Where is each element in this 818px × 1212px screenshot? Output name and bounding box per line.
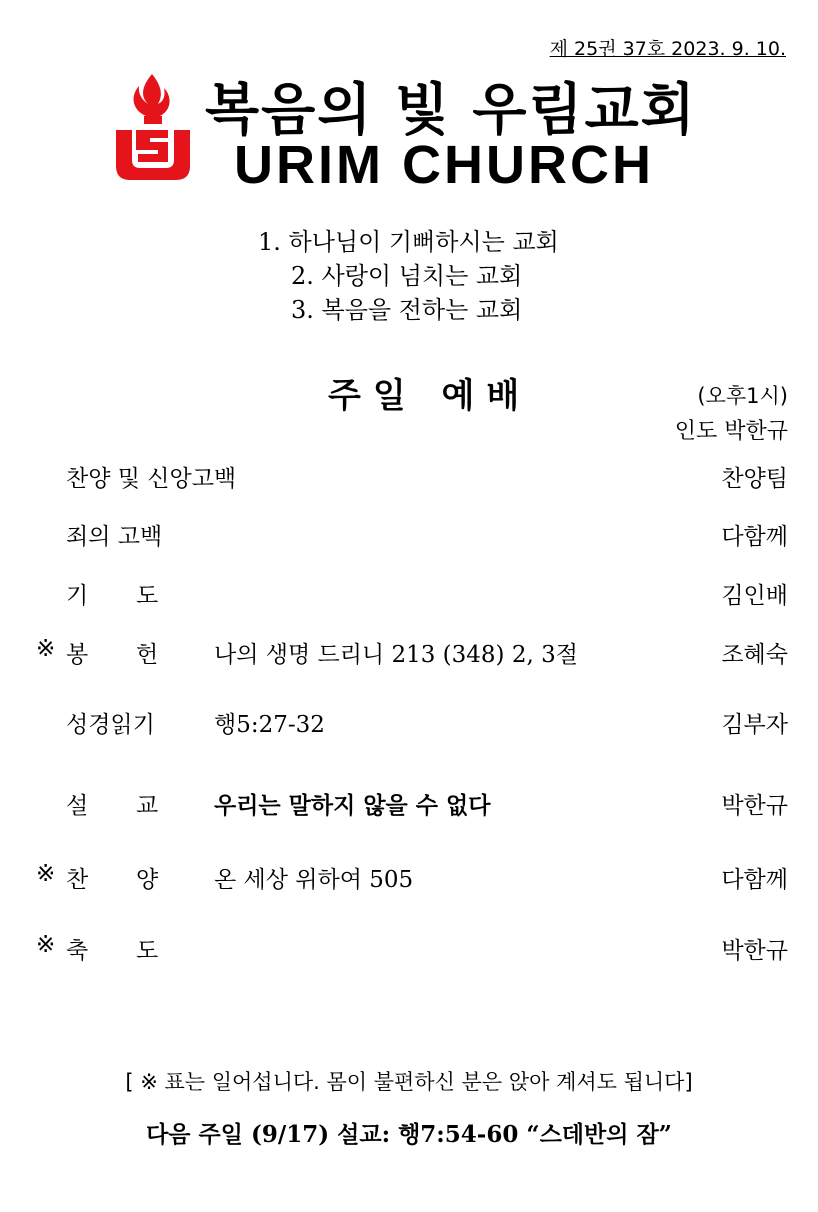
order-item: 기 [66, 583, 89, 609]
service-time: (오후1시) [697, 384, 788, 408]
order-item: 도 [136, 938, 159, 964]
order-row-scripture [0, 706, 818, 746]
order-person: 다함께 [721, 524, 788, 550]
standing-mark: ※ [36, 861, 56, 887]
order-item: 교 [136, 793, 159, 819]
service-leader: 인도 박한규 [674, 419, 788, 444]
order-person: 박한규 [721, 793, 788, 819]
motto-line: 1. 하나님이 기뻐하시는 교회 [258, 228, 559, 256]
order-item: 축 [66, 938, 89, 964]
next-sermon: 다음 주일 (9/17) 설교: 행7:54-60 “스데반의 잠” [146, 1121, 672, 1148]
order-person: 조혜숙 [721, 642, 788, 668]
order-content: 우리는 말하지 않을 수 없다 [214, 793, 491, 819]
order-row-praise [0, 460, 818, 500]
order-person: 박한규 [721, 938, 788, 964]
order-row-sermon [0, 787, 818, 827]
order-row-prayer [0, 577, 818, 617]
church-title-english: URIM CHURCH [234, 135, 654, 195]
order-item: 찬양 및 신앙고백 [66, 466, 237, 492]
order-item: 찬 [66, 867, 89, 893]
standing-mark: ※ [36, 932, 56, 958]
church-title-korean: 복음의 빛 우림교회 [205, 78, 697, 143]
order-item: 헌 [136, 642, 159, 668]
standing-mark: ※ [36, 636, 56, 662]
motto-line: 3. 복음을 전하는 교회 [291, 296, 523, 324]
order-person: 김부자 [721, 712, 788, 738]
order-item: 죄의 고백 [66, 524, 163, 550]
order-content: 나의 생명 드리니 213 (348) 2, 3절 [214, 642, 578, 668]
issue-date: 제 25권 37호 2023. 9. 10. [549, 38, 786, 60]
order-person: 김인배 [721, 583, 788, 609]
order-item: 봉 [66, 642, 89, 668]
service-title: 주일 예배 [328, 376, 532, 416]
order-item: 양 [136, 867, 159, 893]
order-item: 성경읽기 [66, 712, 155, 738]
standing-note: [ ※ 표는 일어섭니다. 몸이 불편하신 분은 앉아 계셔도 됩니다] [125, 1070, 693, 1094]
order-person: 다함께 [721, 867, 788, 893]
order-item: 도 [136, 583, 159, 609]
motto-line: 2. 사랑이 넘치는 교회 [291, 262, 523, 290]
church-logo-icon [112, 72, 194, 184]
order-item: 설 [66, 793, 89, 819]
order-row-benediction [0, 932, 818, 972]
order-row-confession [0, 518, 818, 558]
order-row-hymn [0, 861, 818, 901]
order-content: 행5:27-32 [214, 712, 325, 738]
order-row-offering [0, 636, 818, 676]
order-content: 온 세상 위하여 505 [214, 867, 414, 893]
order-person: 찬양팀 [721, 466, 788, 492]
